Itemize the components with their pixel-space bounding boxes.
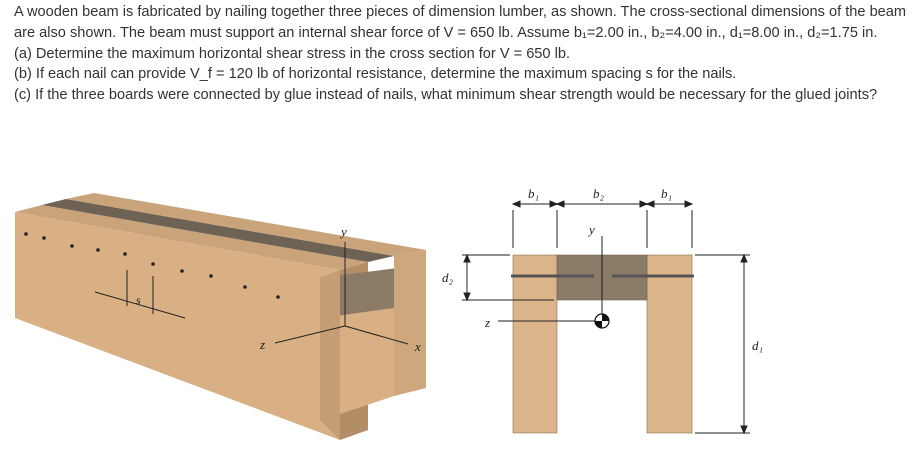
beam-axis-x: x	[415, 339, 421, 354]
d1-dimension	[695, 255, 750, 433]
beam-axis-z: z	[260, 337, 266, 352]
section-axis-z: z	[485, 315, 491, 330]
label-b1-right: b₁	[661, 186, 673, 201]
section-right-board	[647, 255, 692, 433]
beam-figure	[0, 175, 920, 452]
problem-statement	[14, 2, 914, 106]
label-b1-left: b₁	[528, 186, 540, 201]
cross-section-view	[442, 186, 763, 433]
section-axis-y: y	[589, 222, 595, 237]
left-board-end-recess	[320, 270, 340, 440]
spacing-label: s	[136, 293, 141, 307]
beam-3d-view	[15, 193, 426, 440]
problem-intro: A wooden beam is fabricated by nailing together three pieces of dimension lumber, as shown. The cross-sectional dimensions of the beam are also shown. The beam must support an internal shear force of V = 650 lb. Assume b₁=2.00 in., b₂=4.00 in., d₁=8.00 in., d₂=1.75 in.	[14, 4, 907, 41]
problem-part-b: (b) If each nail can provide V_f = 120 lb of horizontal resistance, determine the maximum spacing s for the nails.	[14, 66, 737, 83]
label-d2: d₂	[442, 270, 454, 285]
label-d1: d₁	[752, 338, 764, 353]
problem-part-c: (c) If the three boards were connected by glue instead of nails, what minimum shear strength would be necessary for the glued joints?	[14, 87, 878, 104]
centroid-icon	[595, 314, 609, 328]
problem-part-a: (a) Determine the maximum horizontal shear stress in the cross section for V = 650 lb.	[14, 45, 571, 62]
section-left-board	[513, 255, 557, 433]
label-b2: b₂	[593, 186, 605, 201]
right-board-end	[394, 250, 426, 396]
beam-axis-y: y	[341, 224, 347, 239]
